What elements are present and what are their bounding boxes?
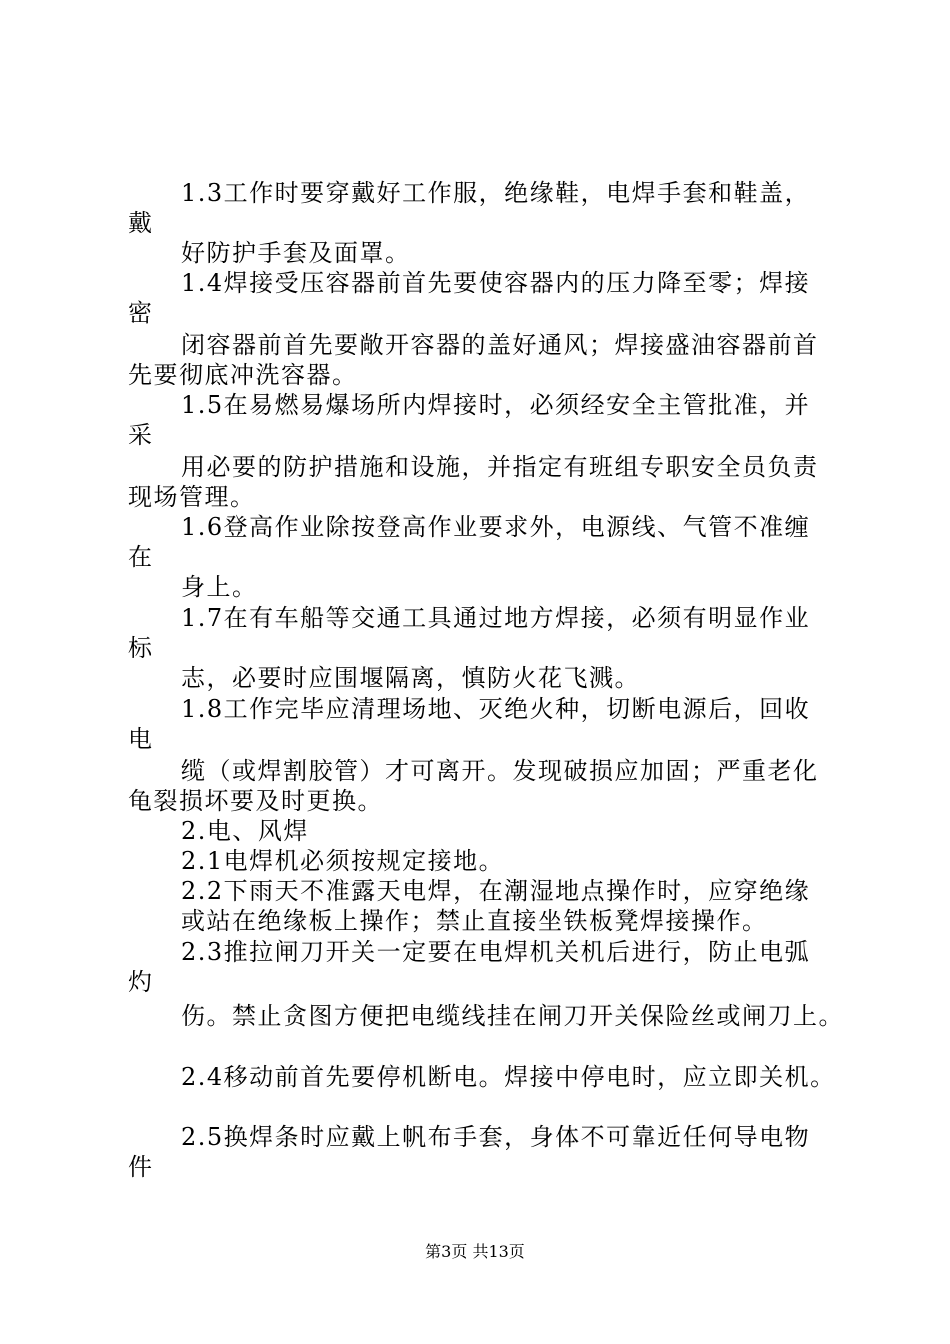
text-line: 1.5在易燃易爆场所内焊接时，必须经安全主管批准，并: [181, 391, 811, 419]
text-line: 伤。禁止贪图方便把电缆线挂在闸刀开关保险丝或闸刀上。: [181, 1002, 844, 1030]
text-line: 现场管理。: [128, 483, 256, 511]
text-line: 1.4焊接受压容器前首先要使容器内的压力降至零；焊接: [181, 269, 811, 297]
text-line: 戴: [128, 209, 154, 237]
text-line: 采: [128, 421, 154, 449]
text-line: 1.3工作时要穿戴好工作服，绝缘鞋，电焊手套和鞋盖，: [181, 179, 811, 207]
text-line: 闭容器前首先要敞开容器的盖好通风；焊接盛油容器前首: [181, 331, 819, 359]
text-line: 身上。: [181, 573, 258, 601]
text-line: 在: [128, 543, 154, 571]
text-line: 1.6登高作业除按登高作业要求外，电源线、气管不准缠: [181, 513, 811, 541]
text-line: 志，必要时应围堰隔离，慎防火花飞溅。: [181, 664, 640, 692]
text-line: 标: [128, 634, 154, 662]
text-line: 件: [128, 1153, 154, 1181]
text-line: 先要彻底冲洗容器。: [128, 361, 358, 389]
text-line: 1.7在有车船等交通工具通过地方焊接，必须有明显作业: [181, 604, 811, 632]
text-line: 2.3推拉闸刀开关一定要在电焊机关机后进行，防止电弧: [181, 938, 811, 966]
text-line: 龟裂损坏要及时更换。: [128, 787, 383, 815]
text-line: 缆（或焊割胶管）才可离开。发现破损应加固；严重老化: [181, 757, 819, 785]
text-line: 灼: [128, 968, 154, 996]
text-line: 2.4移动前首先要停机断电。焊接中停电时，应立即关机。: [181, 1063, 836, 1091]
text-line: 2.1电焊机必须按规定接地。: [181, 847, 505, 875]
text-line: 电: [128, 725, 154, 753]
text-line: 好防护手套及面罩。: [181, 239, 411, 267]
text-line: 2.电、风焊: [181, 817, 309, 845]
text-line: 2.2下雨天不准露天电焊，在潮湿地点操作时，应穿绝缘: [181, 877, 811, 905]
text-line: 用必要的防护措施和设施，并指定有班组专职安全员负责: [181, 453, 819, 481]
text-line: 密: [128, 299, 154, 327]
page-number-footer: 第3页 共13页: [425, 1242, 525, 1261]
text-line: 1.8工作完毕应清理场地、灭绝火种，切断电源后，回收: [181, 695, 811, 723]
text-line: 或站在绝缘板上操作；禁止直接坐铁板凳焊接操作。: [181, 907, 768, 935]
text-line: 2.5换焊条时应戴上帆布手套，身体不可靠近任何导电物: [181, 1123, 811, 1151]
